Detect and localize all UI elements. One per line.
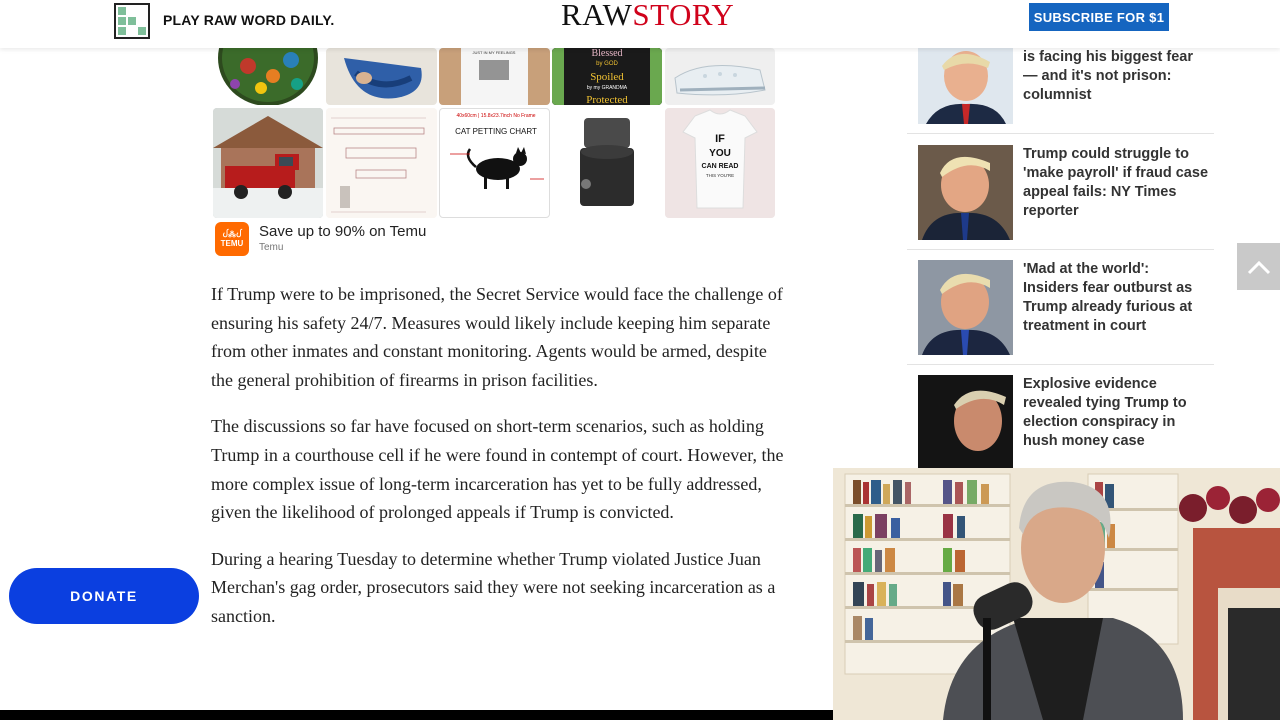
stained-glass-image — [213, 48, 323, 105]
ad-tile-sandals[interactable] — [326, 48, 437, 105]
story-headline[interactable]: Trump could struggle to 'make payroll' if fraud case appeal fails: NY Times reporter — [1023, 146, 1209, 219]
word-game-icon[interactable] — [114, 3, 150, 39]
subscribe-button[interactable]: SUBSCRIBE FOR $1 — [1029, 3, 1169, 31]
temu-logo-text: TEMU — [220, 239, 244, 248]
cat-chart-image — [440, 109, 550, 218]
word-daily-link[interactable]: PLAY RAW WORD DAILY. — [163, 12, 335, 28]
story-thumbnail[interactable] — [918, 260, 1013, 355]
ad-tile-red-truck[interactable] — [213, 108, 323, 218]
ad-tile-cat-chart[interactable] — [439, 108, 550, 218]
sneaker-image — [665, 48, 775, 105]
related-story-item[interactable] — [907, 134, 1214, 250]
blessed-line-1: Blessed — [591, 48, 623, 59]
portable-toilet-image — [552, 108, 662, 218]
blessed-line-4: by my GRANDMA — [586, 85, 628, 91]
cat-chart-title: CAT PETTING CHART — [455, 127, 537, 136]
article-paragraph: The discussions so far have focused on short-term scenarios, such as holding Trump in a courthouse cell if he were found in contempt of court. However, the more complex issue of long-term incarceration has yet to be fully addressed, given the likelihood of prolonged appeals if Trump is convicted. — [211, 416, 784, 523]
ad-source: Temu — [259, 242, 284, 253]
chart-size-text: 40x60cm | 15.8x23.7inch No Frame — [456, 113, 536, 119]
scroll-to-top-button[interactable] — [1237, 243, 1280, 290]
logo-story: STORY — [632, 0, 735, 32]
bottom-bar — [0, 710, 833, 720]
story-thumbnail[interactable] — [918, 145, 1013, 240]
onesie-line-2: YOU — [709, 148, 731, 159]
ad-tile-stained-glass[interactable] — [213, 48, 323, 105]
ad-tile-toilet[interactable] — [552, 108, 662, 218]
story-headline[interactable]: Explosive evidence revealed tying Trump to election conspiracy in hush money case — [1023, 376, 1187, 449]
article-body — [211, 280, 791, 649]
story-thumbnail[interactable] — [918, 48, 1013, 124]
ad-title[interactable]: Save up to 90% on Temu — [259, 223, 427, 240]
presenter-video-image — [833, 468, 1280, 720]
article-paragraph: If Trump were to be imprisoned, the Secret Service would face the challenge of ensuring his safety 24/7. Measures would likely include keeping him separate from other inmates and constant monitoring. Agents would be armed, despite the general prohibition of firearms in prison facilities. — [211, 284, 783, 390]
story-headline[interactable]: 'Mad at the world': Insiders fear outburst as Trump already furious at treatment in court — [1023, 261, 1193, 334]
ad-tile-blessed[interactable] — [552, 48, 662, 105]
site-header — [0, 0, 1280, 48]
red-truck-image — [213, 108, 323, 218]
shirt-text: JUST IN MY FEELINGS — [472, 50, 516, 55]
webcam-overlay — [833, 468, 1280, 720]
blueprint-image — [326, 108, 437, 218]
temu-logo-glyph: ᨸ⁂ᨸ — [222, 230, 242, 239]
article-paragraph: During a hearing Tuesday to determine whether Trump violated Justice Juan Merchan's gag order, prosecutors said they were not seeking incarceration as a sanction. — [211, 548, 776, 626]
related-story-item[interactable] — [907, 250, 1214, 365]
ad-tile-blueprint[interactable] — [326, 108, 437, 218]
site-logo[interactable] — [561, 0, 734, 30]
related-story-item[interactable] — [907, 48, 1214, 134]
blessed-line-3: Spoiled — [590, 71, 624, 83]
chevron-up-icon — [1247, 259, 1271, 275]
ad-tile-sneakers[interactable] — [665, 48, 775, 105]
ad-product-grid[interactable] — [213, 48, 775, 218]
logo-raw: RAW — [561, 0, 633, 32]
onesie-line-4: THIS YOU'RE — [705, 173, 735, 178]
related-story-item[interactable] — [907, 365, 1214, 480]
story-headline[interactable]: is facing his biggest fear — and it's not prison: columnist — [1023, 49, 1194, 103]
story-thumbnail[interactable] — [918, 375, 1013, 470]
ad-tile-tshirt[interactable] — [439, 48, 550, 105]
blessed-line-5: Protected — [586, 94, 628, 105]
onesie-image — [665, 108, 775, 218]
sandal-image — [326, 48, 437, 105]
blessed-shirt-image — [552, 48, 662, 105]
onesie-line-1: IF — [715, 133, 725, 145]
ad-tile-onesie[interactable] — [665, 108, 775, 218]
blessed-line-2: by GOD — [596, 61, 618, 67]
tshirt-image — [439, 48, 550, 105]
temu-logo-icon — [215, 222, 249, 256]
onesie-line-3: CAN READ — [701, 163, 739, 170]
donate-button[interactable]: DONATE — [9, 568, 199, 624]
